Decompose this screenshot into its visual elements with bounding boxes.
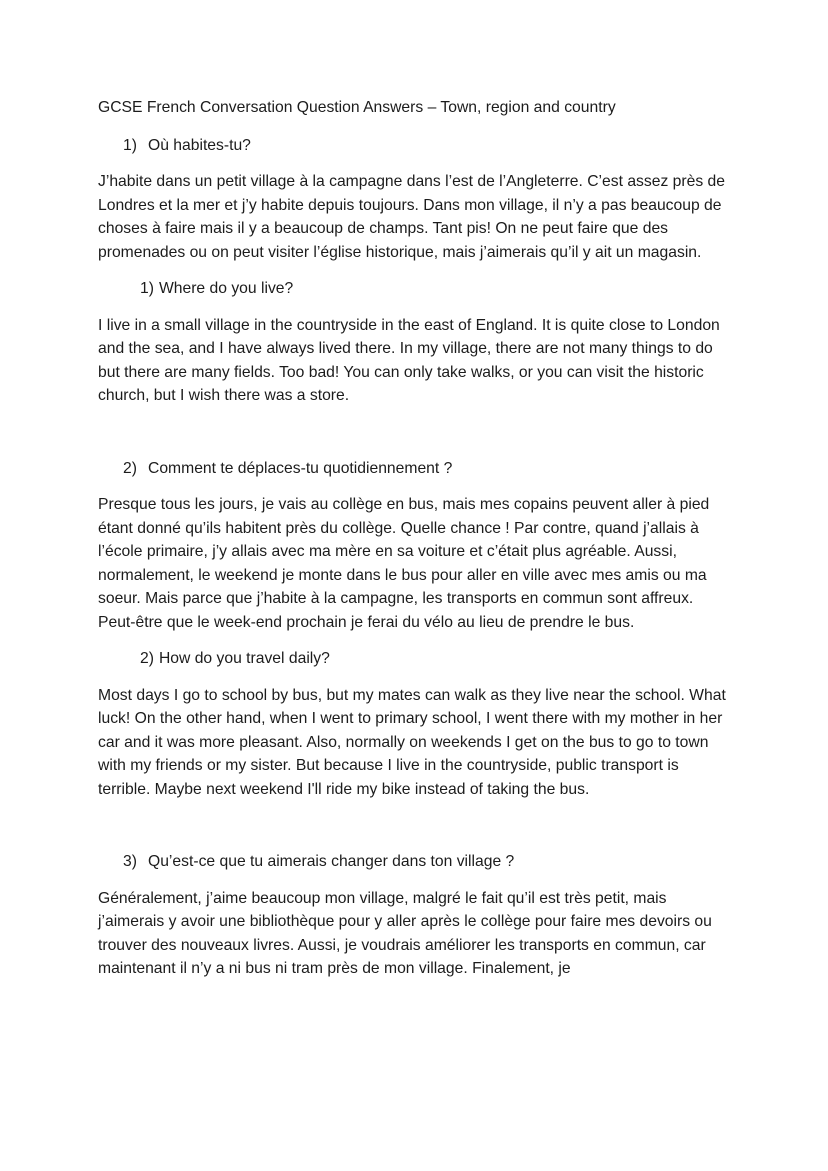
- section-gap: [98, 814, 728, 850]
- english-answer-2: Most days I go to school by bus, but my mates can walk as they live near the school. What luck! On the other hand, when I went to primary school, I went there with my mother in her car and it was more pleasant. Also, normally on weekends I get on the bus to go to town with my friends or my sister. But because I live in the countryside, public transport is terrible. Maybe next weekend I'll ride my bike instead of taking the bus.: [98, 686, 726, 798]
- french-question-2-number: 2): [123, 459, 137, 477]
- french-question-3-number: 3): [123, 853, 137, 870]
- document-title: GCSE French Conversation Question Answers – Town, region and country: [98, 99, 616, 116]
- french-question-2: [98, 457, 728, 481]
- section-gap: [98, 421, 728, 457]
- english-question-2: [98, 647, 728, 671]
- french-question-2-text: Comment te déplaces-tu quotidiennement ?: [148, 459, 453, 477]
- french-answer-3: Généralement, j’aime beaucoup mon village, malgré le fait qu’il est très petit, mais j’aimerais y avoir une bibliothèque pour y aller après le collège pour faire mes devoirs ou trouver des nouveaux livres. Aussi, je voudrais améliorer les transports en commun, car maintenant il n’y a ni bus ni tram près de mon village. Finalement, je: [98, 889, 712, 977]
- french-answer-2: Presque tous les jours, je vais au collège en bus, mais mes copains peuvent aller à pied étant donné qu’ils habitent près du collège. Quelle chance ! Par contre, quand j’allais à l’école primaire, j’y allais avec ma mère en sa voiture et c’était plus agréable. Aussi, normalement, le weekend je monte dans le bus pour aller en ville avec mes amis ou ma soeur. Mais parce que j’habite à la campagne, les transports en commun sont affreux. Peut-être que le week-end prochain je ferai du vélo au lieu de prendre le bus.: [98, 496, 710, 631]
- french-question-1-text: Où habites-tu?: [148, 136, 251, 154]
- english-question-2-number: 2): [140, 650, 154, 667]
- qa-section-1: [98, 134, 728, 457]
- french-question-3: [98, 850, 728, 874]
- english-question-1: [98, 277, 728, 301]
- english-question-1-number: 1): [140, 280, 154, 297]
- french-question-1-number: 1): [123, 136, 137, 154]
- english-question-2-text: How do you travel daily?: [158, 650, 330, 667]
- qa-section-3: [98, 850, 728, 981]
- english-answer-1: I live in a small village in the countryside in the east of England. It is quite close to London and the sea, and I have always lived there. In my village, there are not many things to do but there are many fields. Too bad! You can only take walks, or you can visit the historic church, but I wish there was a store.: [98, 316, 720, 404]
- qa-section-2: [98, 457, 728, 851]
- french-question-1: [98, 134, 728, 158]
- english-question-1-text: Where do you live?: [158, 280, 294, 297]
- french-answer-1: J’habite dans un petit village à la campagne dans l’est de l’Angleterre. C’est assez près de Londres et la mer et j’y habite depuis toujours. Dans mon village, il n’y a pas beaucoup de choses à faire mais il y a beaucoup de champs. Tant pis! On ne peut faire que des promenades ou on peut visiter l’église historique, mais j’aimerais qu’il y ait un magasin.: [98, 173, 725, 261]
- french-question-3-text: Qu’est-ce que tu aimerais changer dans ton village ?: [148, 853, 515, 870]
